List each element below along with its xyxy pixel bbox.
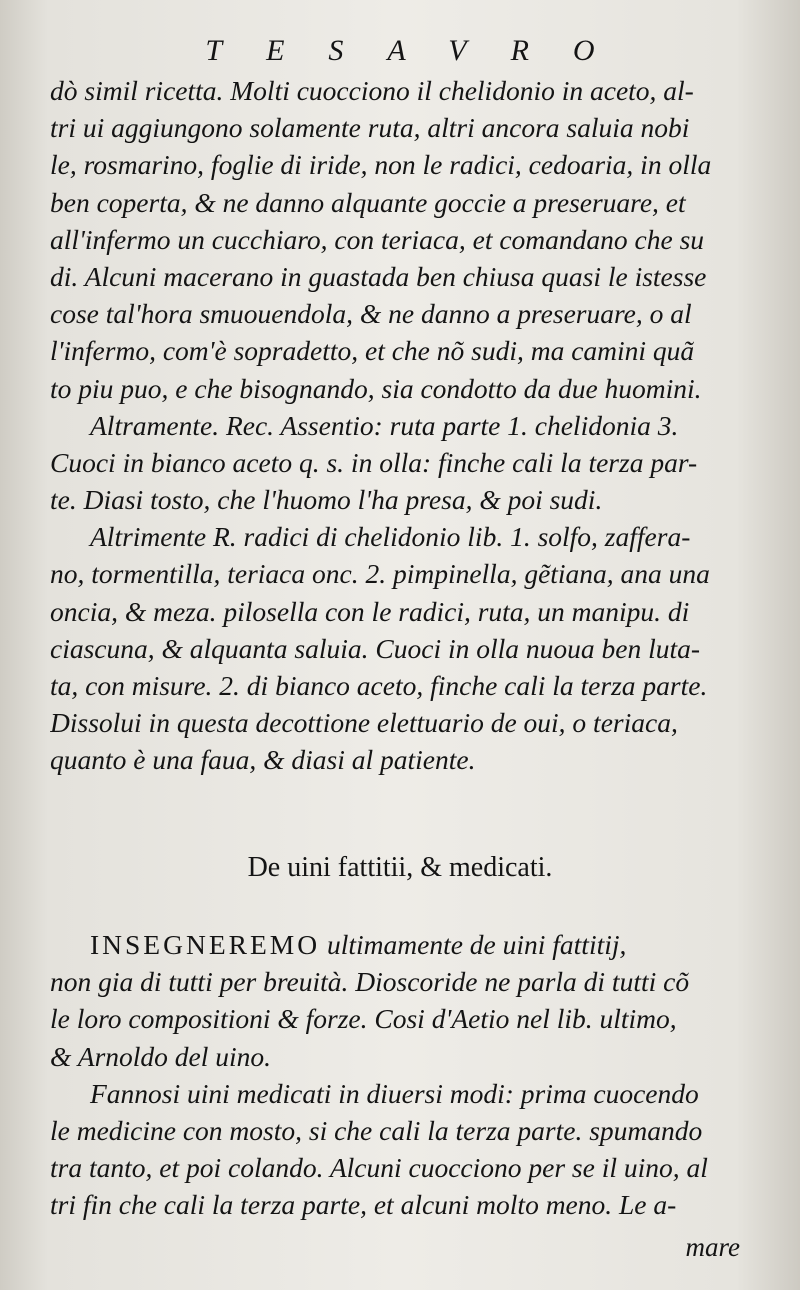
- text-line-rest: ultimamente de uini fattitij,: [320, 929, 627, 960]
- paragraph-remedy-continuation: [50, 72, 770, 407]
- section-heading: De uini fattitii, & medicati.: [247, 852, 553, 883]
- text-line: & Arnoldo del uino.: [50, 1040, 272, 1072]
- text-line: tri ui aggiungono solamente ruta, altri ancora saluia nobi: [50, 112, 690, 144]
- text-line: Altramente. Rec. Assentio: ruta parte 1. chelidonia 3.: [90, 409, 679, 441]
- text-line: cose tal'hora smuouendola, & ne danno a preseruare, o al: [50, 298, 692, 330]
- text-line: l'infermo, com'è sopradetto, et che nõ sudi, ma camini quã: [50, 335, 695, 367]
- initial-capitals: INSEGNEREMO: [90, 929, 321, 960]
- text-line: Fannosi uini medicati in diuersi modi: prima cuocendo: [90, 1077, 699, 1109]
- catchword: mare: [685, 1232, 740, 1262]
- text-line: di. Alcuni macerano in guastada ben chiusa quasi le istesse: [50, 260, 707, 292]
- text-line: oncia, & meza. pilosella con le radici, ruta, un manipu. di: [50, 595, 690, 627]
- paragraph-altrimente: [50, 518, 770, 778]
- paragraph-fannosi: [50, 1075, 770, 1224]
- text-line: le loro compositioni & forze. Cosi d'Aetio nel lib. ultimo,: [50, 1003, 677, 1035]
- running-head: TESAVRO: [205, 34, 639, 67]
- main-text-block: [50, 72, 770, 779]
- text-line: Dissolui in questa decottione elettuario de oui, o teriaca,: [50, 707, 678, 739]
- text-line: ta, con misure. 2. di bianco aceto, finche cali la terza parte.: [50, 670, 708, 701]
- text-line: Altrimente R. radici di chelidonio lib. 1. solfo, zaffera-: [90, 521, 691, 553]
- text-line: no, tormentilla, teriaca onc. 2. pimpinella, gẽtiana, ana una: [50, 558, 710, 590]
- paragraph-insegneremo: [50, 926, 770, 1075]
- text-line: te. Diasi tosto, che l'huomo l'ha presa, & poi sudi.: [50, 484, 603, 516]
- text-line: ciascuna, & alquanta saluia. Cuoci in olla nuoua ben luta-: [50, 632, 701, 664]
- text-line: [50, 926, 770, 963]
- text-line: le medicine con mosto, si che cali la terza parte. spumando: [50, 1114, 703, 1146]
- text-line: ben coperta, & ne danno alquante goccie a preseruare, et: [50, 186, 686, 218]
- text-line: all'infermo un cucchiaro, con teriaca, et comandano che su: [50, 223, 705, 255]
- text-line: to piu puo, e che bisognando, sia condotto da due huomini.: [50, 372, 702, 404]
- text-line: tri fin che cali la terza parte, et alcuni molto meno. Le a-: [50, 1189, 677, 1221]
- text-line: tra tanto, et poi colando. Alcuni cuocciono per se il uino, al: [50, 1152, 708, 1184]
- second-text-block: [50, 926, 770, 1224]
- text-line: Cuoci in bianco aceto q. s. in olla: finche cali la terza par-: [50, 446, 698, 478]
- text-line: quanto è una faua, & diasi al patiente.: [50, 744, 476, 776]
- text-line: non gia di tutti per breuità. Dioscoride ne parla di tutti cõ: [50, 966, 690, 998]
- text-line: le, rosmarino, foglie di iride, non le radici, cedoaria, in olla: [50, 149, 712, 181]
- paragraph-altramente: [50, 407, 770, 519]
- text-line: dò simil ricetta. Molti cuocciono il chelidonio in aceto, al-: [50, 75, 694, 106]
